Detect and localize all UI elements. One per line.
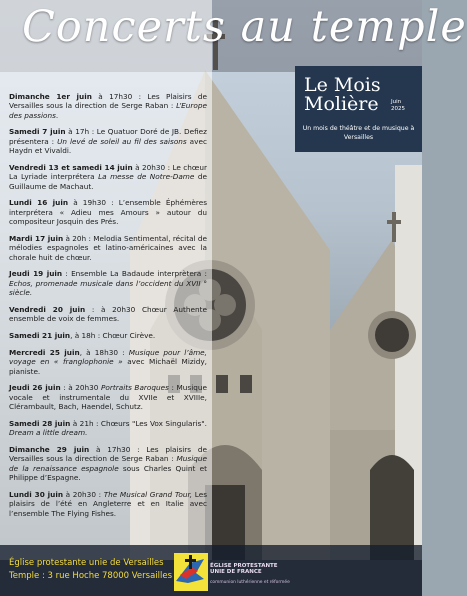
event-item: Mardi 17 juin à 20h : Melodia Sentimental, récital de mélodies espagnoles et latino-américaines avec la chorale huit de chœur. [9,233,208,262]
event-item: Jeudi 26 juin : à 20h30 Portraits Baroques : Musique vocale et instrumentale du XVIIe et XVIIIe, Clérambault, Bach, Haendel, Schutz. [9,383,207,412]
event-item: Vendredi 20 juin : à 20h30 Chœur Authente ensemble de voix de femmes. [9,304,207,324]
epudf-logo [172,551,290,595]
mois-moliere-year: 2025 [391,106,405,112]
mois-moliere-date [391,99,405,113]
mois-moliere-month: Juin [391,99,402,105]
event-item: Dimanche 1er juin à 17h30 : Les Plaisirs de Versailles sous la direction de Serge Raban : L’Europe des passions. [9,92,207,120]
event-item: Samedi 7 juin à 17h : Le Quatuor Doré de JB. Defiez présentera : Un levé de soleil au fil des saisons avec Haydn et Vivaldi. [9,127,207,156]
church-address: Temple : 3 rue Hoche 78000 Versailles [9,571,173,581]
event-item: Vendredi 13 et samedi 14 juin à 20h30 : Le chœur La Lyriade interprétera La messe de Notre-Dame de Guillaume de Machaut. [9,162,207,191]
dove-cross-icon [174,553,208,591]
mois-moliere-subtitle: Un mois de théâtre et de musique à Versailles [302,125,415,141]
church-name: Église protestante unie de Versailles [9,558,164,568]
event-item: Lundi 16 juin à 19h30 : L’ensemble Éphémères interprétera « Adieu mes Amours » autour du compositeur Josquin des Prés. [9,198,208,227]
logo-wordmark: ÉGLISE PROTESTANTE UNIE DE FRANCE [210,563,278,575]
event-list [9,92,207,525]
event-item: Mercredi 25 juin, à 18h30 : Musique pour l’âme, voyage en « franglophonie » avec Michaël Mizidy, pianiste. [9,347,207,376]
logo-tagline: communion luthérienne et réformée [210,580,290,585]
event-item: Jeudi 19 juin : Ensemble La Badaude interprètera : Echos, promenade musicale dans l’occident du XVII ° siècle. [9,269,207,298]
mois-moliere-box [295,66,422,152]
poster-title: Concerts au temple [22,2,467,52]
event-item: Samedi 28 juin à 21h : Chœurs "Les Vox Singularis". Dream a little dream. [9,418,207,438]
event-item: Lundi 30 juin à 20h30 : The Musical Grand Tour, Les plaisirs de l’été en Angleterre et en Italie avec l’ensemble The Flying Fishes. [9,489,207,518]
mois-moliere-line1: Le Mois [304,74,381,96]
mois-moliere-line2: Molière [304,93,379,115]
event-item: Dimanche 29 juin à 17h30 : Les plaisirs de Versailles sous la direction de Serge Raban : Musique de la renaissance espagnole sous Charles Quint et Philippe d’Espagne. [9,445,207,483]
event-item: Samedi 21 juin, à 18h : Chœur Cirève. [9,331,156,341]
